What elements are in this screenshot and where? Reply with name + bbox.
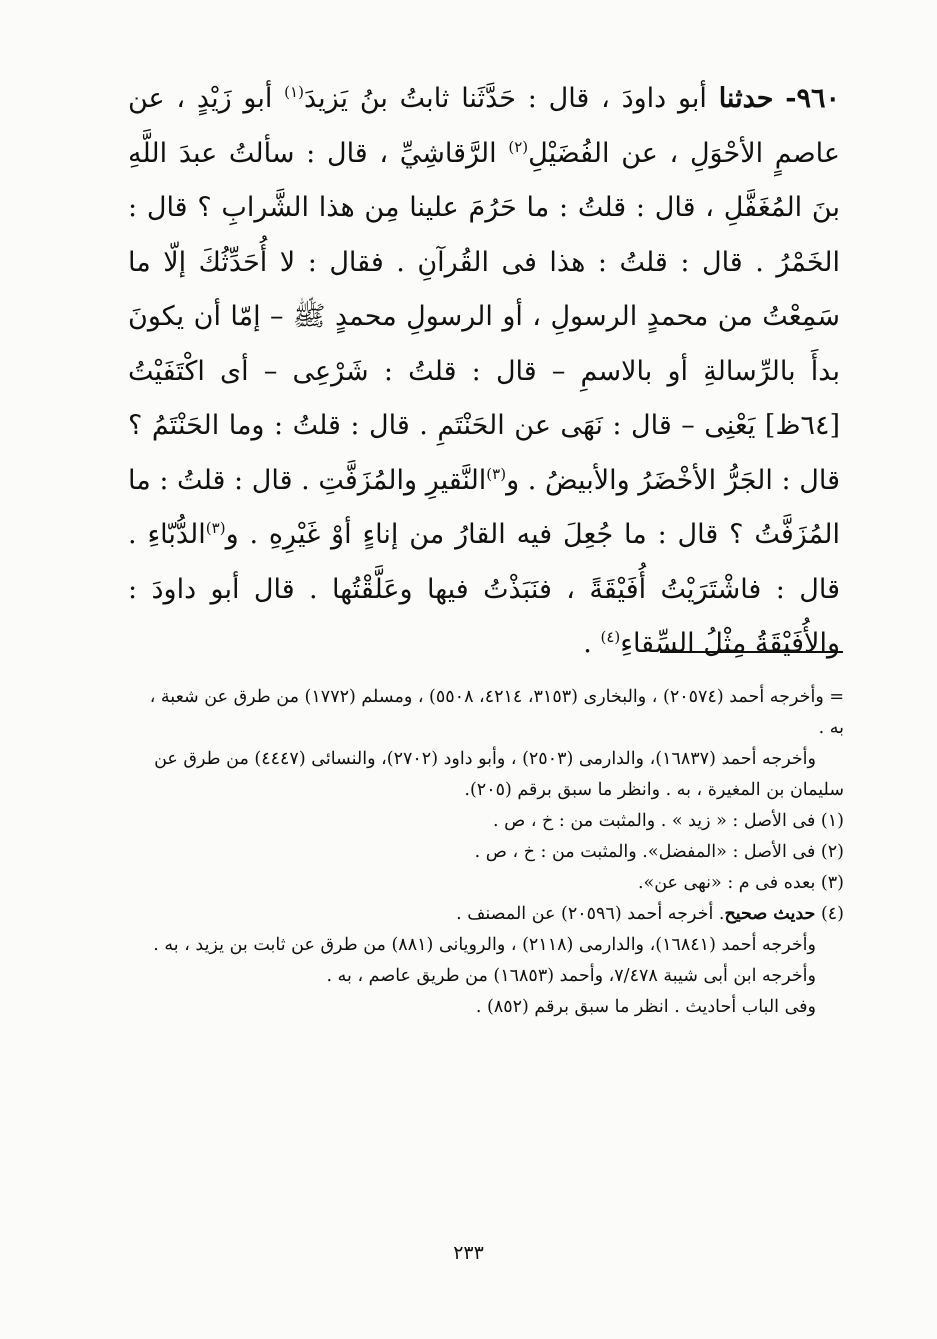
footnote-marker: (٣) bbox=[205, 519, 226, 537]
footnote-marker: (٢) bbox=[508, 137, 529, 156]
hadith-text-part: الدُّبّاءِ . قال : فاشْتَرَيْتُ أُفَيْقَةً ، فنَبَذْتُ فيها وعَلَّقْتُها . قال أبو داودَ : والأُفَيْقَةُ مِثْلُ السِّقاءِ bbox=[128, 519, 840, 659]
footnote-marker: (١) bbox=[284, 83, 304, 101]
footnote-marker: (٣) bbox=[486, 464, 507, 483]
footnote-4-text: . أخرجه أحمد (٢٠٥٩٦) عن المصنف . bbox=[456, 904, 725, 924]
hadith-number: ٩٦٠- bbox=[785, 83, 840, 114]
hadith-text-part: الرَّقاشِيِّ ، قال : سألتُ عبدَ اللَّهِ بنَ المُغَفَّلِ ، قال : قلتُ : ما حَرُمَ علينا مِن هذا الشَّرابِ ؟ قال : الخَمْرُ . قال : قلتُ : هذا فى القُرآنِ . فقال : لا أُحَدِّثُكَ إلّا ما سَمِعْتُ من محمدٍ الرسولِ ، أو الرسولِ محمدٍ ﷺ – إمّا أن يكونَ بدأَ بالرِّسالةِ أو بالاسمِ – قال : قلتُ : شَرْعِى – أى اكْتَفَيْتُ [٦٤ظ] يَعْنِى – قال : نَهَى عن الحَنْتَمِ . قال : قلتُ : وما الحَنْتَمُ ؟ قال : الجَرُّ الأخْضَرُ والأبيضُ . و bbox=[128, 137, 840, 496]
footnote-marker: (٤) bbox=[600, 628, 621, 646]
footnote-3: (٣) بعده فى م : «نهى عن». bbox=[637, 873, 844, 893]
footnote-4-grading: حديث صحيح bbox=[724, 904, 816, 924]
footnote-separator bbox=[660, 651, 843, 653]
footnotes bbox=[132, 682, 844, 1023]
hadith-paragraph bbox=[128, 72, 840, 672]
footnote-4-label: (٤) bbox=[820, 904, 844, 924]
footnote-4-paragraph: وفى الباب أحاديث . انظر ما سبق برقم (٨٥٢) . bbox=[475, 997, 816, 1017]
hadith-text-part: أبو داودَ ، قال : حَدَّثَنا ثابتُ بنُ يَزيدَ bbox=[303, 83, 707, 114]
hadith-lead-word: حدثنا bbox=[718, 83, 774, 114]
hadith-text-end: . bbox=[583, 628, 601, 659]
footnote-4 bbox=[132, 899, 844, 930]
footnote-continuation: وأخرجه أحمد (١٦٨٣٧)، والدارمى (٢٥٠٣) ، وأبو داود (٢٧٠٢)، والنسائى (٤٤٤٧) من طرق عن سليمان بن المغيرة ، به . وانظر ما سبق برقم (٢٠٥). bbox=[154, 749, 844, 800]
page-number: ٢٣٣ bbox=[453, 1242, 484, 1264]
footnote-1: (١) فى الأصل : « زيد » . والمثبت من : خ ، ص . bbox=[493, 811, 844, 831]
footnote-4-paragraph: وأخرجه أحمد (١٦٨٤١)، والدارمى (٢١١٨) ، والرويانى (٨٨١) من طرق عن ثابت بن يزيد ، به . bbox=[153, 935, 816, 955]
footnote-4-paragraph: وأخرجه ابن أبى شيبة ٧/٤٧٨، وأحمد (١٦٨٥٣) من طريق عاصم ، به . bbox=[326, 966, 816, 986]
footnote-2: (٢) فى الأصل : «المفضل». والمثبت من : خ ، ص . bbox=[474, 842, 844, 862]
footnote-continuation: = وأخرجه أحمد (٢٠٥٧٤) ، والبخارى (٣١٥٣، ٤٢١٤، ٥٥٠٨) ، ومسلم (١٧٧٢) من طرق عن شعبة ، به . bbox=[149, 687, 844, 738]
hadith-text-part: أبو زَيْدٍ ، عن عاصمٍ الأحْوَلِ ، عن الفُضَيْلِ bbox=[128, 83, 841, 169]
hadith-text bbox=[128, 72, 840, 672]
hadith-text-part: النَّقيرِ والمُزَفَّتِ . قال : قلتُ : ما المُزَفَّتُ ؟ قال : ما جُعِلَ فيه القارُ من إناءٍ أوْ غَيْرِهِ . و bbox=[128, 464, 840, 550]
